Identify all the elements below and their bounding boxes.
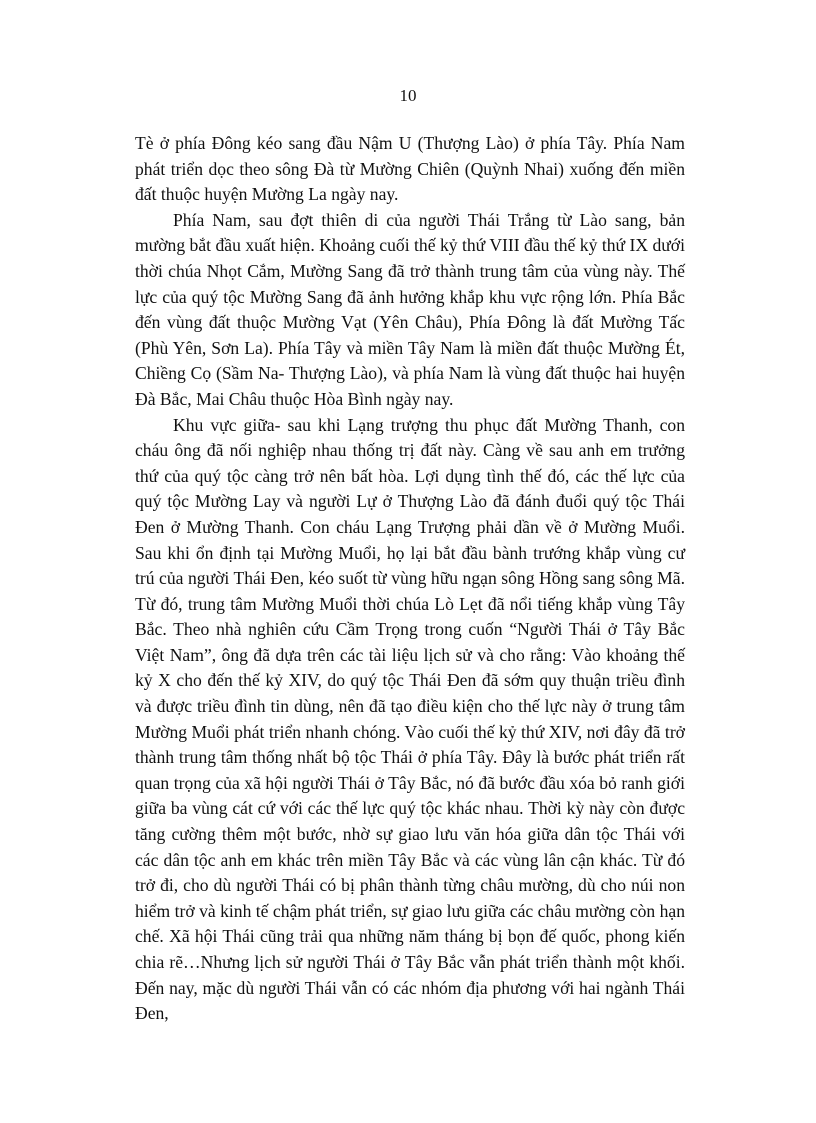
paragraph-3: Khu vực giữa- sau khi Lạng trượng thu phục đất Mường Thanh, con cháu ông đã nối nghiệp nhau thống trị đất này. Càng về sau anh em trưởng thứ của quý tộc càng trở nên bất hòa. Lợi dụng tình thế đó, các thế lực của quý tộc Mường Lay và người Lự ở Thượng Lào đã đánh đuổi quý tộc Thái Đen ở Mường Thanh. Con cháu Lạng Trượng phải dần về ở Mường Muổi. Sau khi ổn định tại Mường Muổi, họ lại bắt đầu bành trướng khắp vùng cư trú của người Thái Đen, kéo suốt từ vùng hữu ngạn sông Hồng sang sông Mã. Từ đó, trung tâm Mường Muổi thời chúa Lò Lẹt đã nổi tiếng khắp vùng Tây Bắc. Theo nhà nghiên cứu Cầm Trọng trong cuốn “Người Thái ở Tây Bắc Việt Nam”, ông đã dựa trên các tài liệu lịch sử và cho rằng: Vào khoảng thế kỷ X cho đến thế kỷ XIV, do quý tộc Thái Đen đã sớm quy thuận triều đình và được triều đình tin dùng, nên đã tạo điều kiện cho thế lực này ở trung tâm Mường Muổi phát triển nhanh chóng. Vào cuối thế kỷ thứ XIV, nơi đây đã trở thành trung tâm thống nhất bộ tộc Thái ở phía Tây. Đây là bước phát triển rất quan trọng của xã hội người Thái ở Tây Bắc, nó đã bước đầu xóa bỏ ranh giới giữa ba vùng cát cứ với các thế lực quý tộc khác nhau. Thời kỳ này còn được tăng cường thêm một bước, nhờ sự giao lưu văn hóa giữa dân tộc Thái với các dân tộc anh em khác trên miền Tây Bắc và các vùng lân cận khác. Từ đó trở đi, cho dù người Thái có bị phân thành từng châu mường, dù cho núi non hiểm trở và kinh tế chậm phát triển, sự giao lưu giữa các châu mường còn hạn chế. Xã hội Thái cũng trải qua những năm tháng bị bọn đế quốc, phong kiến chia rẽ…Nhưng lịch sử người Thái ở Tây Bắc vẫn phát triển thành một khối. Đến nay, mặc dù người Thái vẫn có các nhóm địa phương với hai ngành Thái Đen, [135,414,685,1024]
body-text [135,131,685,1027]
page-number: 10 [399,86,417,105]
paragraph-2: Phía Nam, sau đợt thiên di của người Thái Trắng từ Lào sang, bản mường bắt đầu xuất hiện. Khoảng cuối thế kỷ thứ VIII đầu thế kỷ thứ IX dưới thời chúa Nhọt Cắm, Mường Sang đã trở thành trung tâm của vùng này. Thế lực của quý tộc Mường Sang đã ảnh hưởng khắp khu vực rộng lớn. Phía Bắc đến vùng đất thuộc Mường Vạt (Yên Châu), Phía Đông là đất Mường Tấc (Phù Yên, Sơn La). Phía Tây và miền Tây Nam là miền đất thuộc Mường Ét, Chiềng Cọ (Sầm Na- Thượng Lào), và phía Nam là vùng đất thuộc hai huyện Đà Bắc, Mai Châu thuộc Hòa Bình ngày nay. [135,209,685,409]
paragraph-1: Tè ở phía Đông kéo sang đầu Nậm U (Thượng Lào) ở phía Tây. Phía Nam phát triển dọc theo sông Đà từ Mường Chiên (Quỳnh Nhai) xuống đến miền đất thuộc huyện Mường La ngày nay. [135,133,685,205]
